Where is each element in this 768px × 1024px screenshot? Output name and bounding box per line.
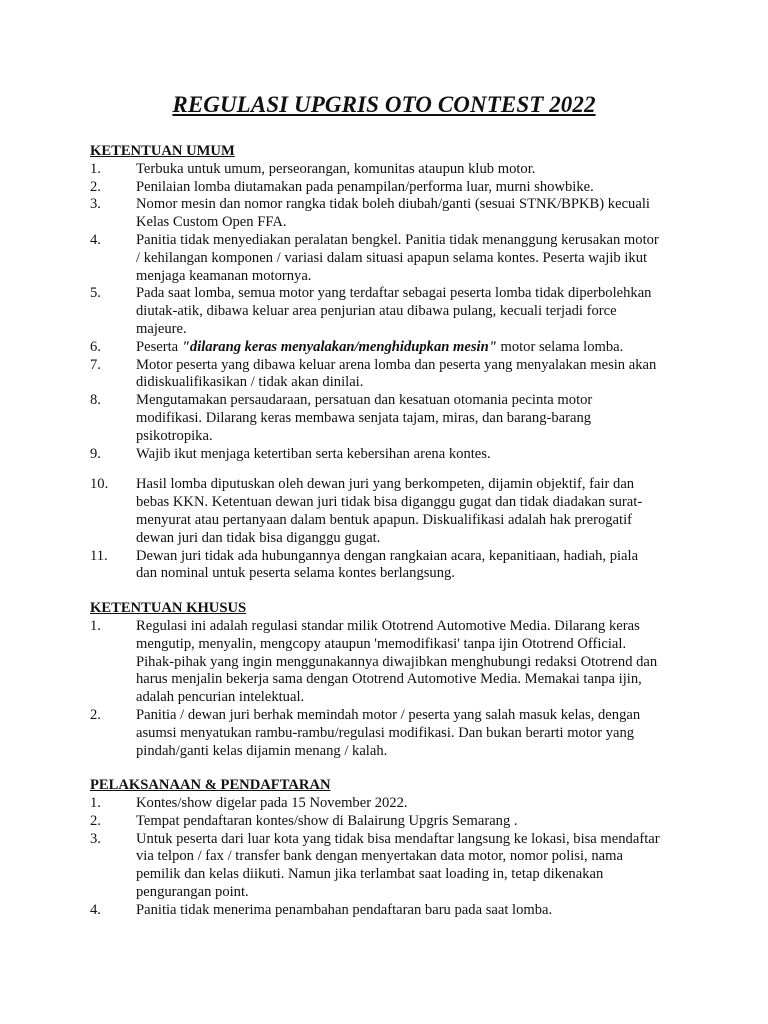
item-number: 5.: [90, 285, 101, 302]
item-number: 3.: [90, 830, 101, 847]
section-spacer: [90, 760, 690, 777]
list-item: [90, 707, 690, 760]
item-text: [136, 161, 690, 179]
list-item: [90, 813, 690, 831]
list-item: [90, 446, 690, 464]
item-line: dan nominal untuk peserta selama kontes berlangsung.: [136, 565, 455, 582]
item-number: 4.: [90, 901, 101, 918]
item-number: 1.: [90, 160, 101, 177]
section-heading: KETENTUAN KHUSUS: [90, 600, 247, 617]
item-line: psikotropika.: [136, 427, 213, 444]
item-number: 2.: [90, 812, 101, 829]
item-line: pengurangan point.: [136, 884, 249, 901]
item-line: dewan juri dan tidak bisa diganggu gugat.: [136, 529, 381, 546]
item-line: Untuk peserta dari luar kota yang tidak bisa mendaftar langsung ke lokasi, bisa mendaftar: [136, 830, 660, 847]
item-line: Terbuka untuk umum, perseorangan, komunitas ataupun klub motor.: [136, 160, 536, 177]
item-line: Motor peserta yang dibawa keluar arena lomba dan peserta yang menyalakan mesin akan: [136, 356, 657, 373]
list-item: [90, 831, 690, 902]
item-text: [136, 902, 690, 920]
item-text: [136, 179, 690, 197]
item-text: [136, 476, 690, 547]
item-line: bebas KKN. Ketentuan dewan juri tidak bisa diganggu gugat dan tidak diadakan surat-: [136, 494, 643, 511]
item-line: modifikasi. Dilarang keras membawa senjata tajam, miras, dan barang-barang: [136, 409, 592, 426]
item-line: Mengutamakan persaudaraan, persatuan dan kesatuan otomania pecinta motor: [136, 392, 593, 409]
list-item: [90, 161, 690, 179]
item-line: Wajib ikut menjaga ketertiban serta kebersihan arena kontes.: [136, 445, 491, 462]
list-item: [90, 795, 690, 813]
item-text: [136, 232, 690, 285]
item-number: 9.: [90, 445, 101, 462]
section-1: [90, 143, 690, 583]
item-number: 10.: [90, 476, 109, 493]
section-2: [90, 600, 690, 760]
item-number: 3.: [90, 196, 101, 213]
item-line: Tempat pendaftaran kontes/show di Balairung Upgris Semarang .: [136, 812, 518, 829]
list-item: [90, 392, 690, 445]
item-prefix: Peserta: [136, 338, 182, 355]
item-text: [136, 707, 690, 760]
list-item: [90, 339, 690, 357]
item-number: 2.: [90, 706, 101, 723]
item-text: [136, 196, 690, 232]
item-line: [136, 339, 690, 357]
list-item: [90, 196, 690, 232]
item-line: Panitia tidak menerima penambahan pendaftaran baru pada saat lomba.: [136, 901, 553, 918]
section-3: [90, 777, 690, 919]
item-line: Panitia tidak menyediakan peralatan bengkel. Panitia tidak menanggung kerusakan motor: [136, 231, 659, 248]
item-number: 11.: [90, 547, 108, 564]
item-line: Nomor mesin dan nomor rangka tidak boleh diubah/ganti (sesuai STNK/BPKB) kecuali: [136, 196, 650, 213]
list-item: [90, 179, 690, 197]
item-line: Kelas Custom Open FFA.: [136, 214, 287, 231]
list-item: [90, 476, 690, 547]
document-content: [90, 143, 690, 920]
list-item: [90, 618, 690, 707]
item-text: [136, 357, 690, 393]
item-text: [136, 392, 690, 445]
item-line: pindah/ganti kelas dijamin menang / kalah.: [136, 742, 388, 759]
item-line: Penilaian lomba diutamakan pada penampilan/performa luar, murni showbike.: [136, 178, 594, 195]
item-text: [136, 831, 690, 902]
item-number: 1.: [90, 795, 101, 812]
list-item: [90, 232, 690, 285]
item-number: 2.: [90, 178, 101, 195]
item-line: asumsi menyatukan rambu-rambu/regulasi modifikasi. Dan bukan berarti motor yang: [136, 724, 635, 741]
item-line: Hasil lomba diputuskan oleh dewan juri yang berkompeten, dijamin objektif, fair dan: [136, 476, 635, 493]
item-suffix: motor selama lomba.: [496, 338, 624, 355]
list-item: [90, 548, 690, 584]
item-line: Pada saat lomba, semua motor yang terdaftar sebagai peserta lomba tidak diperbolehkan: [136, 285, 652, 302]
document-title: REGULASI UPGRIS OTO CONTEST 2022: [172, 92, 596, 117]
item-text: [136, 813, 690, 831]
item-text: [136, 548, 690, 584]
item-line: didiskualifikasikan / tidak akan dinilai.: [136, 374, 364, 391]
list-item: [90, 902, 690, 920]
item-text: [136, 339, 690, 357]
section-spacer: [90, 583, 690, 600]
item-text: [136, 795, 690, 813]
item-line: / kehilangan komponen / variasi dalam situasi apapun selama kontes. Peserta wajib ikut: [136, 249, 648, 266]
list-item: [90, 285, 690, 338]
item-emphasis: "dilarang keras menyalakan/menghidupkan mesin": [181, 338, 497, 355]
item-line: menjaga keamanan motornya.: [136, 267, 312, 284]
item-line: mengutip, menyalin, mengcopy ataupun 'memodifikasi' tanpa ijin Ototrend Official.: [136, 635, 627, 652]
item-line: diutak-atik, dibawa keluar area penjurian atau dibawa pulang, kecuali terjadi force: [136, 303, 617, 320]
item-line: majeure.: [136, 320, 187, 337]
item-spacer: [90, 463, 690, 476]
item-line: pemilik dan kelas diikuti. Namun jika terlambat saat loading in, tetap dikenakan: [136, 866, 604, 883]
item-line: menyurat atau pertanyaan dalam bentuk apapun. Diskualifikasi adalah hak prerogatif: [136, 511, 632, 528]
item-line: Pihak-pihak yang ingin menggunakannya diwajibkan menghubungi redaksi Ototrend dan: [136, 653, 658, 670]
item-number: 1.: [90, 617, 101, 634]
item-number: 6.: [90, 338, 101, 355]
item-line: Panitia / dewan juri berhak memindah motor / peserta yang salah masuk kelas, dengan: [136, 706, 641, 723]
item-line: via telpon / fax / transfer bank dengan menyertakan data motor, nomor polisi, nama: [136, 848, 623, 865]
section-heading: KETENTUAN UMUM: [90, 143, 235, 159]
item-number: 8.: [90, 392, 101, 409]
item-line: Dewan juri tidak ada hubungannya dengan rangkaian acara, kepanitiaan, hadiah, piala: [136, 547, 639, 564]
item-text: [136, 618, 690, 707]
item-line: Kontes/show digelar pada 15 November 2022.: [136, 795, 408, 812]
item-text: [136, 285, 690, 338]
item-line: Regulasi ini adalah regulasi standar milik Ototrend Automotive Media. Dilarang keras: [136, 617, 640, 634]
item-number: 4.: [90, 231, 101, 248]
item-line: adalah pencurian intelektual.: [136, 689, 305, 706]
item-number: 7.: [90, 356, 101, 373]
item-line: harus menjalin bekerja sama dengan Ototrend Automotive Media. Memakai tanpa ijin,: [136, 671, 642, 688]
list-item: [90, 357, 690, 393]
item-text: [136, 446, 690, 464]
section-heading: PELAKSANAAN & PENDAFTARAN: [90, 777, 331, 794]
